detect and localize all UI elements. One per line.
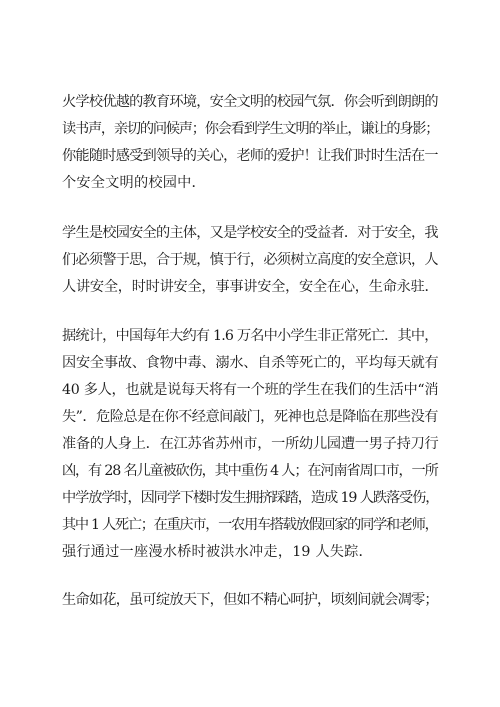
text-line: 因安全事故、食物中毒、溺水、自杀等死亡的，平均每天就有 [62,355,439,371]
text-line: 40 多人，也就是说每天将有一个班的学生在我们的生活中“消 [62,382,439,398]
text-line: 们必须警于思，合于规，慎于行，必须树立高度的安全意识，人 [62,252,438,268]
text-line: 准备的人身上．在江苏省苏州市，一所幼儿园遭一男子持刀行 [62,436,439,452]
text-line: 中学放学时，因同学下楼时发生拥挤踩踏，造成 19 人跌落受伤， [62,490,439,506]
text-line: 据统计，中国每年大约有 1.6 万名中小学生非正常死亡．其中， [62,328,438,344]
text-line: 你能随时感受到领导的关心，老师的爱护！让我们时时生活在一 [62,148,438,164]
text-line: 其中 1 人死亡；在重庆市，一农用车搭载放假回家的同学和老师， [62,517,438,533]
text-line: 人讲安全，时时讲安全，事事讲安全，安全在心，生命永驻． [62,279,439,295]
text-line: 个安全文明的校园中． [62,175,206,191]
text-line: 失”．危险总是在你不经意间敲门，死神也总是降临在那些没有 [62,409,438,425]
text-line: 火学校优越的教育环境，安全文明的校园气氛．你会听到朗朗的 [62,94,438,110]
text-line: 读书声，亲切的问候声；你会看到学生文明的举止，谦让的身影； [62,121,439,137]
text-line: 学生是校园安全的主体，又是学校安全的受益者．对于安全，我 [62,225,438,241]
text-line: 强行通过一座漫水桥时被洪水冲走，19 人失踪． [62,544,373,560]
text-line: 凶，有 28 名儿童被砍伤，其中重伤 4 人；在河南省周口市，一所 [62,463,438,479]
text-line: 生命如花，虽可绽放天下，但如不精心呵护，顷刻间就会凋零； [62,592,438,608]
